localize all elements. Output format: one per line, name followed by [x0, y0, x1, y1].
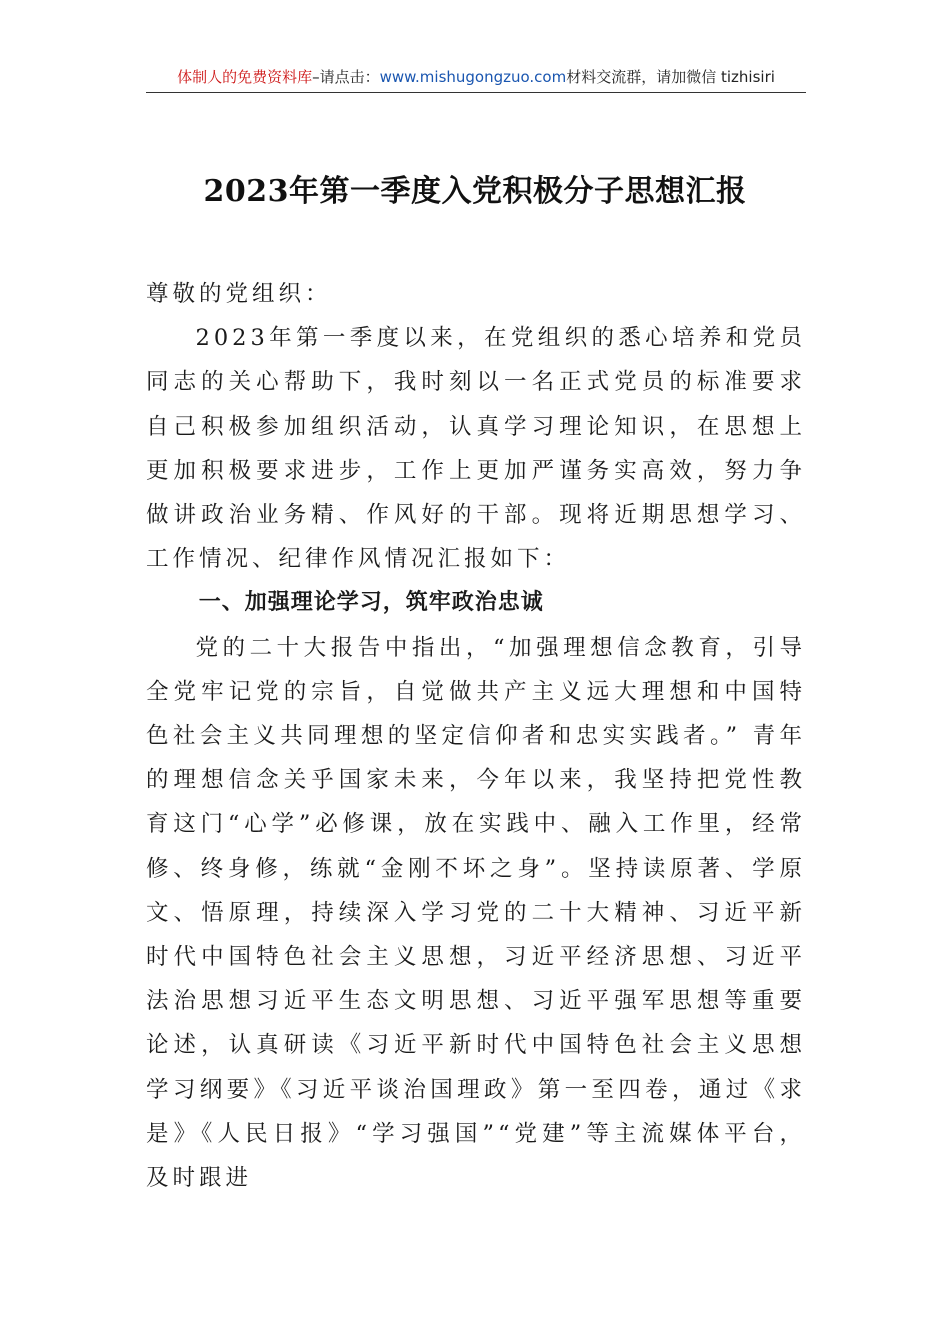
document-body: [146, 272, 806, 1200]
site-header: [146, 66, 806, 93]
header-note: 材料交流群，请加微信 tizhisiri: [566, 68, 775, 86]
salutation: 尊敬的党组织：: [146, 281, 332, 307]
header-url-link[interactable]: www.mishugongzuo.com: [379, 68, 567, 86]
header-prompt: –请点击：: [312, 68, 380, 86]
section-paragraph: 党的二十大报告中指出，“加强理想信念教育，引导全党牢记党的宗旨，自觉做共产主义远大理想和中国特色社会主义共同理想的坚定信仰者和忠实实践者。” 青年的理想信念关乎国家未来，今年以来，我坚持把党性教育这门“心学”必修课，放在实践中、融入工作里，经常修、终身修，练就“金刚不坏之身”。坚持读原著、学原文、悟原理，持续深入学习党的二十大精神、习近平新时代中国特色社会主义思想，习近平经济思想、习近平法治思想习近平生态文明思想、习近平强军思想等重要论述，认真研读《习近平新时代中国特色社会主义思想学习纲要》《习近平谈治国理政》第一至四卷，通过《求是》《人民日报》“学习强国”“党建”等主流媒体平台，及时跟进: [146, 634, 806, 1192]
section-heading: 一、加强理论学习，筑牢政治忠诚: [198, 590, 544, 616]
intro-paragraph: 2023年第一季度以来，在党组织的悉心培养和党员同志的关心帮助下，我时刻以一名正式党员的标准要求自己积极参加组织活动，认真学习理论知识，在思想上更加积极要求进步，工作上更加严谨务实高效，努力争做讲政治业务精、作风好的干部。现将近期思想学习、工作情况、纪律作风情况汇报如下：: [146, 325, 806, 573]
header-library-name: 体制人的免费资料库: [177, 68, 313, 86]
document-title: 2023年第一季度入党积极分子思想汇报: [203, 174, 747, 209]
